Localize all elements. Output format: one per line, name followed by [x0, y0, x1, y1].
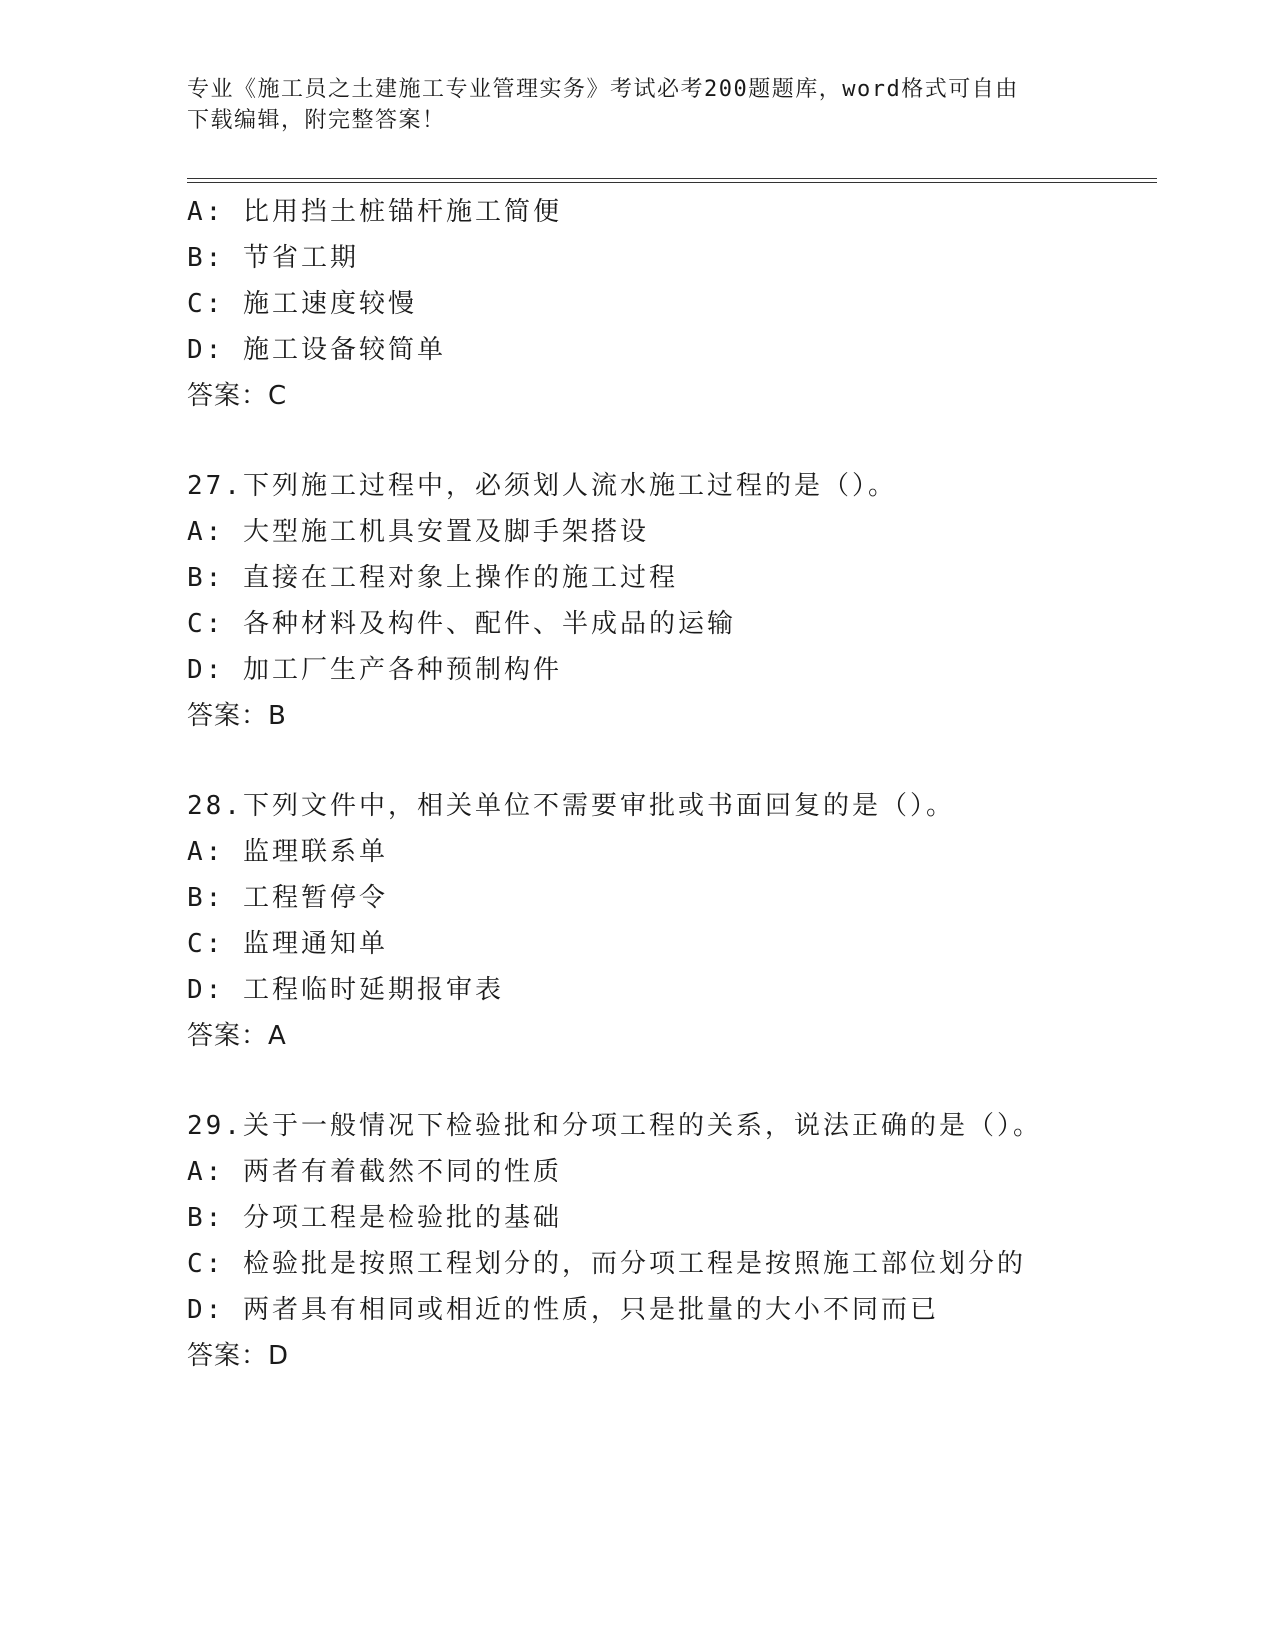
option-c: C: 监理通知单 [187, 929, 388, 959]
question-text: 28.下列文件中，相关单位不需要审批或书面回复的是（）。 [187, 791, 955, 821]
question-block-28 [187, 783, 1187, 1059]
option-a: A: 比用挡土桩锚杆施工简便 [187, 197, 562, 227]
answer-line: 答案：A [187, 1021, 287, 1051]
option-a: A: 监理联系单 [187, 837, 388, 867]
option-b: B: 分项工程是检验批的基础 [187, 1203, 562, 1233]
option-d: D: 加工厂生产各种预制构件 [187, 655, 562, 685]
question-list [187, 189, 1187, 1379]
option-a: A: 大型施工机具安置及脚手架搭设 [187, 517, 649, 547]
answer-line: 答案：C [187, 381, 288, 411]
option-b: B: 直接在工程对象上操作的施工过程 [187, 563, 678, 593]
question-text: 29.关于一般情况下检验批和分项工程的关系，说法正确的是（）。 [187, 1111, 1042, 1141]
option-c: C: 施工速度较慢 [187, 289, 417, 319]
block-spacer [187, 739, 1187, 783]
header-line-2: 下载编辑，附完整答案！ [187, 108, 446, 133]
header-divider [187, 178, 1157, 183]
question-block-29 [187, 1103, 1187, 1379]
question-block-26 [187, 189, 1187, 419]
option-c: C: 检验批是按照工程划分的，而分项工程是按照施工部位划分的 [187, 1249, 1026, 1279]
answer-line: 答案：D [187, 1341, 290, 1371]
option-b: B: 工程暂停令 [187, 883, 388, 913]
answer-line: 答案：B [187, 701, 287, 731]
question-block-27 [187, 463, 1187, 739]
question-text: 27.下列施工过程中，必须划人流水施工过程的是（）。 [187, 471, 897, 501]
document-header [187, 74, 1087, 136]
block-spacer [187, 1059, 1187, 1103]
option-d: D: 施工设备较简单 [187, 335, 446, 365]
option-b: B: 节省工期 [187, 243, 359, 273]
block-spacer [187, 419, 1187, 463]
option-c: C: 各种材料及构件、配件、半成品的运输 [187, 609, 736, 639]
header-line-1: 专业《施工员之土建施工专业管理实务》考试必考200题题库，word格式可自由 [187, 77, 1019, 102]
option-d: D: 两者具有相同或相近的性质，只是批量的大小不同而已 [187, 1295, 939, 1325]
option-a: A: 两者有着截然不同的性质 [187, 1157, 562, 1187]
option-d: D: 工程临时延期报审表 [187, 975, 504, 1005]
